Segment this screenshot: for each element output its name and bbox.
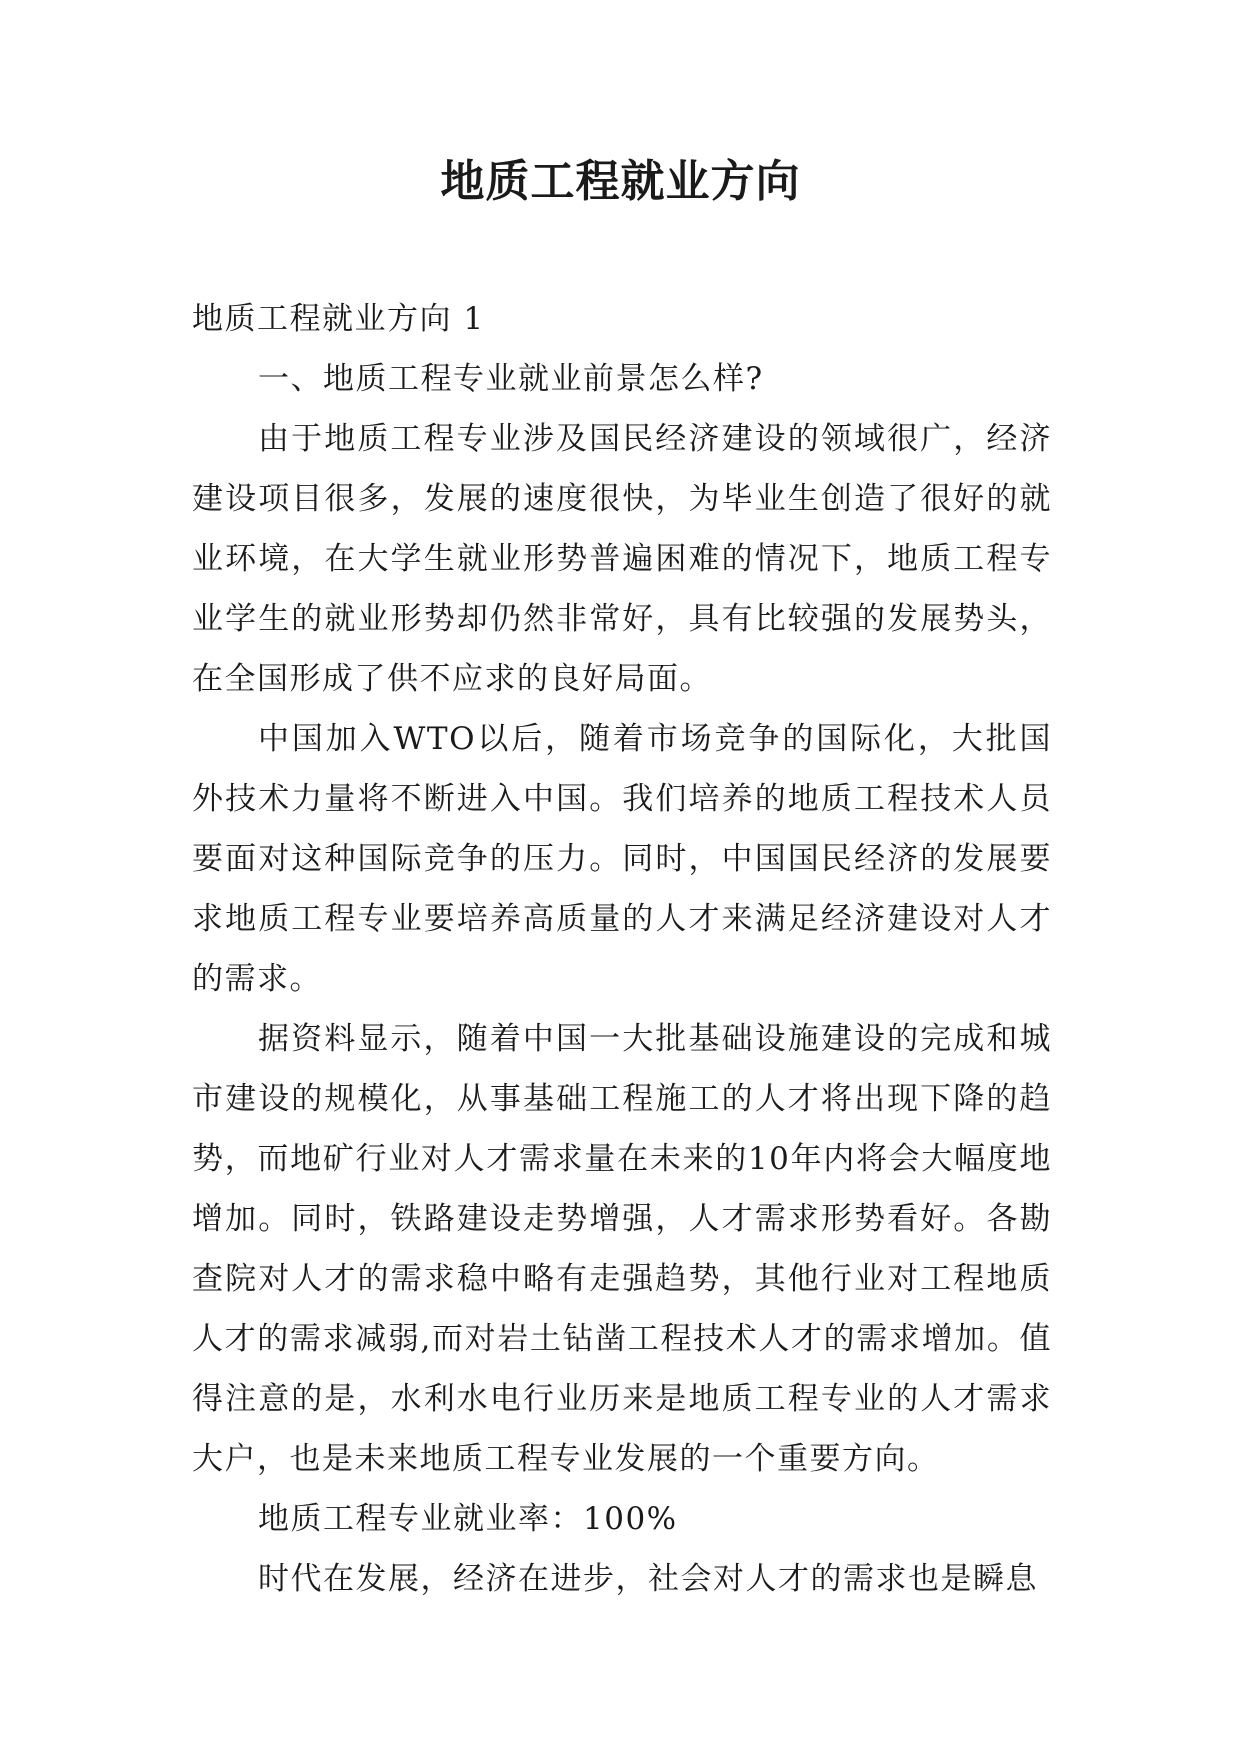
paragraph-wto: 中国加入WTO以后，随着市场竞争的国际化，大批国外技术力量将不断进入中国。我们培养的地质工程技术人员要面对这种国际竞争的压力。同时，中国国民经济的发展要求地质工程专业要培养高质量的人才来满足经济建设对人才的需求。 — [192, 721, 1052, 997]
document-title: 地质工程就业方向 — [440, 156, 801, 207]
paragraph-employment-rate: 地质工程专业就业率：100% — [258, 1501, 678, 1537]
paragraph-times: 时代在发展，经济在进步，社会对人才的需求也是瞬息 — [258, 1561, 1038, 1597]
document-body — [192, 289, 1052, 1609]
paragraph-prospects: 由于地质工程专业涉及国民经济建设的领域很广，经济建设项目很多，发展的速度很快，为毕业生创造了很好的就业环境，在大学生就业形势普遍困难的情况下，地质工程专业学生的就业形势却仍然非常好，具有比较强的发展势头，在全国形成了供不应求的良好局面。 — [192, 421, 1052, 697]
paragraph-demand-data: 据资料显示，随着中国一大批基础设施建设的完成和城市建设的规模化，从事基础工程施工的人才将出现下降的趋势，而地矿行业对人才需求量在未来的10年内将会大幅度地增加。同时，铁路建设走势增强，人才需求形势看好。各勘查院对人才的需求稳中略有走强趋势，其他行业对工程地质人才的需求减弱,而对岩土钻凿工程技术人才的需求增加。值得注意的是，水利水电行业历来是地质工程专业的人才需求大户，也是未来地质工程专业发展的一个重要方向。 — [192, 1021, 1052, 1477]
section-heading: 地质工程就业方向 1 — [192, 301, 485, 337]
paragraph-question: 一、地质工程专业就业前景怎么样? — [258, 361, 764, 397]
